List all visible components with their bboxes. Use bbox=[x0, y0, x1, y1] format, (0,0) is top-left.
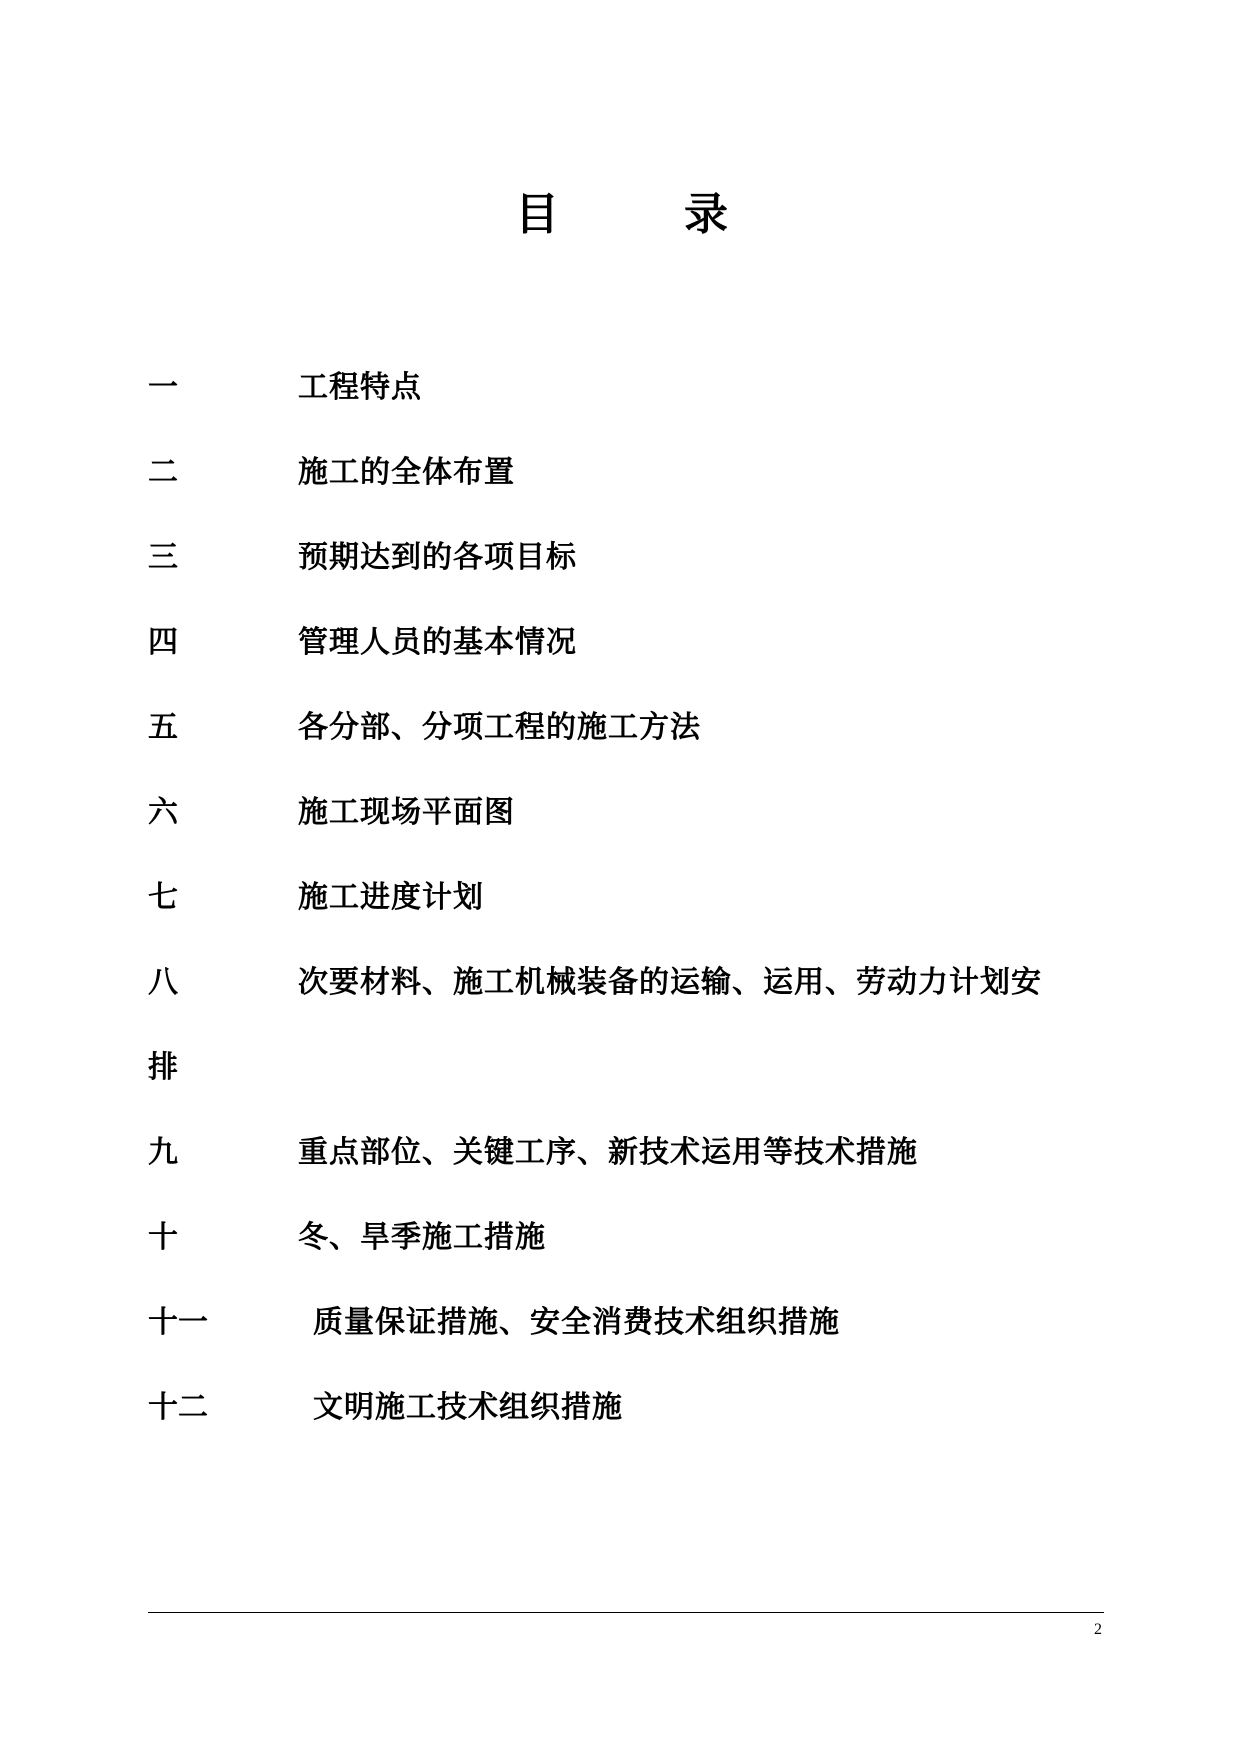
toc-item-6 bbox=[148, 795, 1108, 880]
toc-item-text: 施工的全体布置 bbox=[298, 455, 515, 490]
toc-item-text: 次要材料、施工机械装备的运输、运用、劳动力计划安 bbox=[298, 965, 1042, 1000]
toc-item-number: 十二 bbox=[148, 1390, 208, 1425]
toc-item-number: 十 bbox=[148, 1220, 178, 1255]
toc-item-3 bbox=[148, 540, 1108, 625]
toc-item-text: 质量保证措施、安全消费技术组织措施 bbox=[313, 1305, 840, 1340]
toc-item-number: 一 bbox=[148, 370, 178, 405]
page-number: 2 bbox=[1094, 1621, 1102, 1638]
toc-item-10 bbox=[148, 1220, 1108, 1305]
toc-item-2 bbox=[148, 455, 1108, 540]
page-title bbox=[515, 189, 728, 240]
toc-item-text: 施工进度计划 bbox=[298, 880, 484, 915]
toc-item-text: 冬、旱季施工措施 bbox=[298, 1220, 546, 1255]
title-char-1: 目 bbox=[515, 189, 559, 240]
toc-item-number: 四 bbox=[148, 625, 178, 660]
toc-item-text: 重点部位、关键工序、新技术运用等技术措施 bbox=[298, 1135, 918, 1170]
toc-item-text: 预期达到的各项目标 bbox=[298, 540, 577, 575]
toc-item-number: 二 bbox=[148, 455, 178, 490]
toc-item-number: 九 bbox=[148, 1135, 178, 1170]
toc-item-text: 文明施工技术组织措施 bbox=[313, 1390, 623, 1425]
toc-item-number: 五 bbox=[148, 710, 178, 745]
toc-item-11 bbox=[148, 1305, 1108, 1390]
toc-item-8 bbox=[148, 965, 1108, 1050]
table-of-contents bbox=[148, 370, 1108, 1475]
toc-item-4 bbox=[148, 625, 1108, 710]
toc-item-number: 三 bbox=[148, 540, 178, 575]
toc-item-7 bbox=[148, 880, 1108, 965]
toc-item-text: 施工现场平面图 bbox=[298, 795, 515, 830]
toc-item-number: 十一 bbox=[148, 1305, 208, 1340]
toc-item-9 bbox=[148, 1135, 1108, 1220]
toc-item-number: 六 bbox=[148, 795, 178, 830]
toc-item-1 bbox=[148, 370, 1108, 455]
title-char-2: 录 bbox=[684, 189, 728, 240]
toc-item-number: 八 bbox=[148, 965, 178, 1000]
toc-item-12 bbox=[148, 1390, 1108, 1475]
toc-item-text-continuation: 排 bbox=[148, 1050, 178, 1085]
footer-divider bbox=[148, 1612, 1104, 1613]
toc-item-text: 管理人员的基本情况 bbox=[298, 625, 577, 660]
toc-item-number: 七 bbox=[148, 880, 178, 915]
toc-item-5 bbox=[148, 710, 1108, 795]
toc-item-8-continuation bbox=[148, 1050, 1108, 1135]
toc-item-text: 各分部、分项工程的施工方法 bbox=[298, 710, 701, 745]
toc-item-text: 工程特点 bbox=[298, 370, 422, 405]
